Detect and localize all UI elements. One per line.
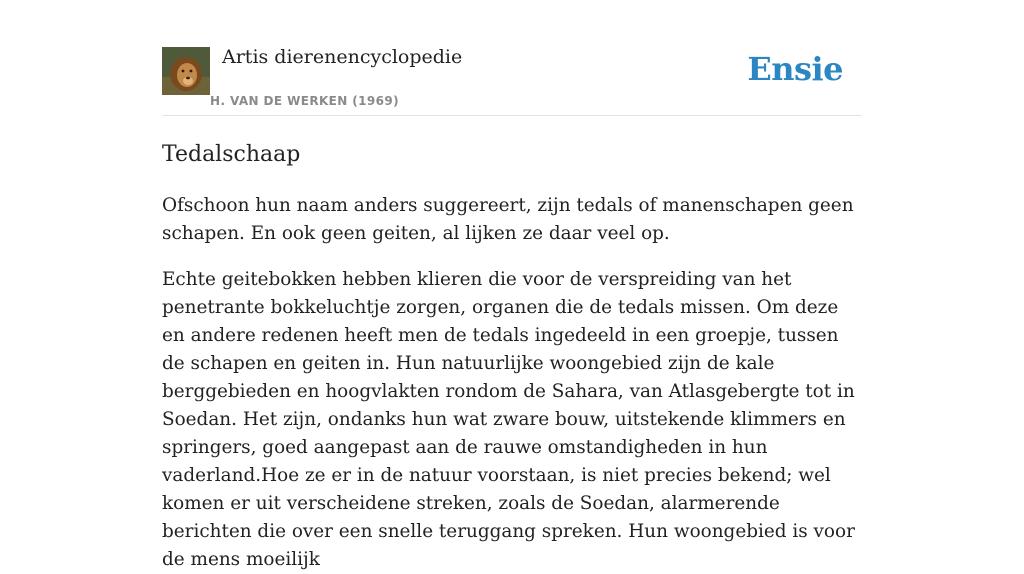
entry-body bbox=[162, 192, 862, 574]
author-line: H. VAN DE WERKEN (1969) bbox=[210, 94, 400, 108]
entry-title: Tedalschaap bbox=[162, 142, 301, 167]
header bbox=[162, 0, 862, 116]
avatar[interactable] bbox=[162, 47, 210, 95]
paragraph: Echte geitebokken hebben klieren die voor de verspreiding van het penetrante bokkeluchtje zorgen, organen die de tedals missen. Om deze en andere redenen heeft men de tedals ingedeeld in een groepje, tussen de schapen en geiten in. Hun natuurlijke woongebied zijn de kale berggebieden en hoogvlakten rondom de Sahara, van Atlasgebergte tot in Soedan. Het zijn, ondanks hun wat zware bouw, uitstekende klimmers en springers, goed aangepast aan de rauwe omstandigheden in hun vaderland.Hoe ze er in de natuur voorstaan, is niet precies bekend; wel komen er uit verscheidene streken, zoals de Soedan, alarmerende berichten die over een snelle teruggang spreken. Hun woongebied is voor de mens moeilijk bbox=[162, 269, 855, 570]
page bbox=[162, 0, 862, 574]
lion-photo-icon bbox=[162, 47, 210, 95]
publication-title[interactable]: Artis dierenencyclopedie bbox=[222, 46, 463, 68]
ensie-logo[interactable]: Ensie bbox=[747, 50, 843, 88]
paragraph: Ofschoon hun naam anders suggereert, zijn tedals of manenschapen geen schapen. En ook geen geiten, al lijken ze daar veel op. bbox=[162, 195, 854, 244]
